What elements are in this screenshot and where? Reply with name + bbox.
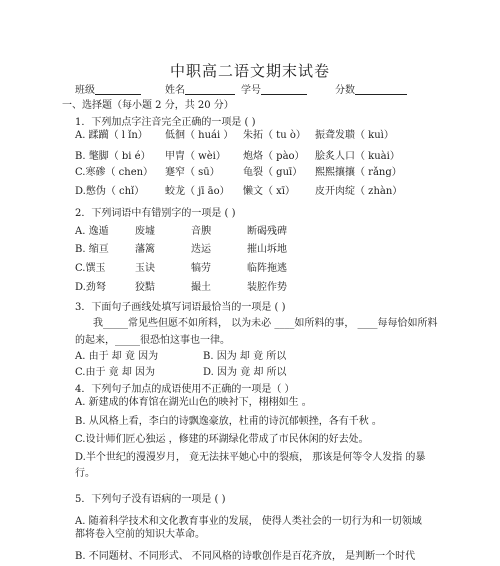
option-c3[interactable]: 犒劳 <box>191 263 211 274</box>
option-d[interactable]: D. 因为 竟 却 所以 <box>203 367 287 378</box>
option-a3[interactable]: 音腴 <box>191 226 211 237</box>
question-3-sentence-cont: 的起来，_____很恐怕这事也一律。 <box>75 335 230 346</box>
option-b2[interactable]: 甲胄（ wèi） <box>165 151 226 162</box>
question-1-option-row <box>75 166 475 180</box>
question-5-stem: 5．下列句子没有语病的一项是 ( ) <box>75 494 226 505</box>
option-a4[interactable]: 断碣残碑 <box>247 226 287 237</box>
question-3-option-row <box>75 366 475 380</box>
option-a[interactable]: A. 随着科学技术和文化教育事业的发展， 使得人类社会的一切行为和一切领域 <box>75 516 422 527</box>
option-c[interactable]: C.由于 竟 却 因为 <box>75 367 156 378</box>
question-3-sentence: 我_____常见些但愿不如所料， 以为未必 ____如所料的事， ____每每恰如所料 <box>93 318 438 329</box>
exam-title: 中职高二语文期末试卷 <box>169 62 330 80</box>
number-field[interactable] <box>261 84 307 95</box>
option-b3[interactable]: 炮烙（ pào） <box>243 151 305 162</box>
option-c[interactable]: C.设计师们匠心独运 ，修建的环湖绿化带成了市民休闲的好去处。 <box>75 434 369 445</box>
number-label: 学号 <box>241 85 261 96</box>
option-b1[interactable]: B. 缩亘 <box>75 244 109 255</box>
option-a-cont: 都将卷入空前的知识大革命。 <box>75 529 205 540</box>
option-c4[interactable]: 熙熙攘攘（ rǎng） <box>315 167 402 178</box>
option-b[interactable]: B. 从风格上看，李白的诗飘逸豪放，杜甫的诗沉郁顿挫，各有千秋 。 <box>75 416 382 427</box>
option-c4[interactable]: 临阵拖逃 <box>247 263 287 274</box>
name-field[interactable] <box>185 84 235 95</box>
student-info-row <box>75 84 475 98</box>
option-d1[interactable]: D.憋伪（ chǐ） <box>75 186 145 197</box>
option-d[interactable]: D.半个世纪的漫漫岁月， 竟无法抹平她心中的裂痕， 那该是何等令人发指 的暴 <box>75 452 426 463</box>
question-2-option-row <box>75 225 475 239</box>
option-c2[interactable]: 玉诀 <box>135 263 155 274</box>
option-d4[interactable]: 皮开肉绽（ zhàn） <box>315 186 403 197</box>
option-b4[interactable]: 摧山坼地 <box>247 244 287 255</box>
option-d2[interactable]: 蛟龙（ jī āo） <box>165 186 230 197</box>
option-d2[interactable]: 狡黠 <box>135 282 155 293</box>
option-a2[interactable]: 废墟 <box>135 226 155 237</box>
question-3-option-row <box>75 350 475 364</box>
score-label: 分数 <box>335 85 355 96</box>
score-field[interactable] <box>355 84 407 95</box>
option-c3[interactable]: 龟裂（ guī） <box>243 167 303 178</box>
option-a[interactable]: A. 新建成的体育馆在湖光山色的映衬下，栩栩如生 。 <box>75 397 312 408</box>
option-d1[interactable]: D.劲弩 <box>75 282 106 293</box>
question-1-option-row <box>75 150 475 164</box>
option-a4[interactable]: 振聋发聩（ kuì） <box>315 130 394 141</box>
option-b4[interactable]: 脍炙人口（ kuài） <box>315 151 400 162</box>
option-a[interactable]: A. 由于 却 竟 因为 <box>75 351 159 362</box>
question-1-stem: 1．下列加点字注音完全正确的一项是 ( ) <box>75 117 256 128</box>
name-label: 姓名 <box>165 85 185 96</box>
question-2-option-row <box>75 243 475 257</box>
question-2-option-row <box>75 262 475 276</box>
option-a1[interactable]: A. 逸遁 <box>75 226 109 237</box>
class-label: 班级 <box>75 85 95 96</box>
question-4-stem: 4．下列句子加点的成语使用不正确的一项是（ ） <box>75 384 295 395</box>
option-c2[interactable]: 蹇窄（ sū） <box>165 167 220 178</box>
option-b3[interactable]: 迭运 <box>191 244 211 255</box>
option-b2[interactable]: 藩篱 <box>135 244 155 255</box>
option-d3[interactable]: 撮土 <box>191 282 211 293</box>
question-2-option-row <box>75 281 475 295</box>
option-c1[interactable]: C.馔玉 <box>75 263 106 274</box>
option-b1[interactable]: B. 氅脚（ bi é） <box>75 151 151 162</box>
option-d-cont: 行。 <box>75 468 95 479</box>
option-b[interactable]: B. 因为 却 竟 所以 <box>203 351 287 362</box>
question-2-stem: 2．下列词语中有错别字的一项是 ( ) <box>75 208 236 219</box>
option-b[interactable]: B. 不同题材、不同形式、 不同风格的诗歌创作是百花齐放， 是判断一个时代 <box>75 551 416 562</box>
question-3-stem: 3．下面句子画线处填写词语最恰当的一项是 ( ) <box>75 302 286 313</box>
option-d4[interactable]: 装腔作势 <box>247 282 287 293</box>
question-1-option-row <box>75 185 475 199</box>
class-field[interactable] <box>95 84 141 95</box>
option-a1[interactable]: A. 蹂躏（ l ǐn） <box>75 130 148 141</box>
option-d3[interactable]: 懒文（ xī） <box>243 186 296 197</box>
option-a3[interactable]: 朱拓（ tu ò） <box>243 130 306 141</box>
option-a2[interactable]: 低徊（ huái ） <box>165 130 234 141</box>
option-c1[interactable]: C.寒碜（ chen） <box>75 167 154 178</box>
question-1-option-row <box>75 129 475 143</box>
section-heading: 一、选择题（每小题 2 分，共 20 分） <box>62 100 234 111</box>
